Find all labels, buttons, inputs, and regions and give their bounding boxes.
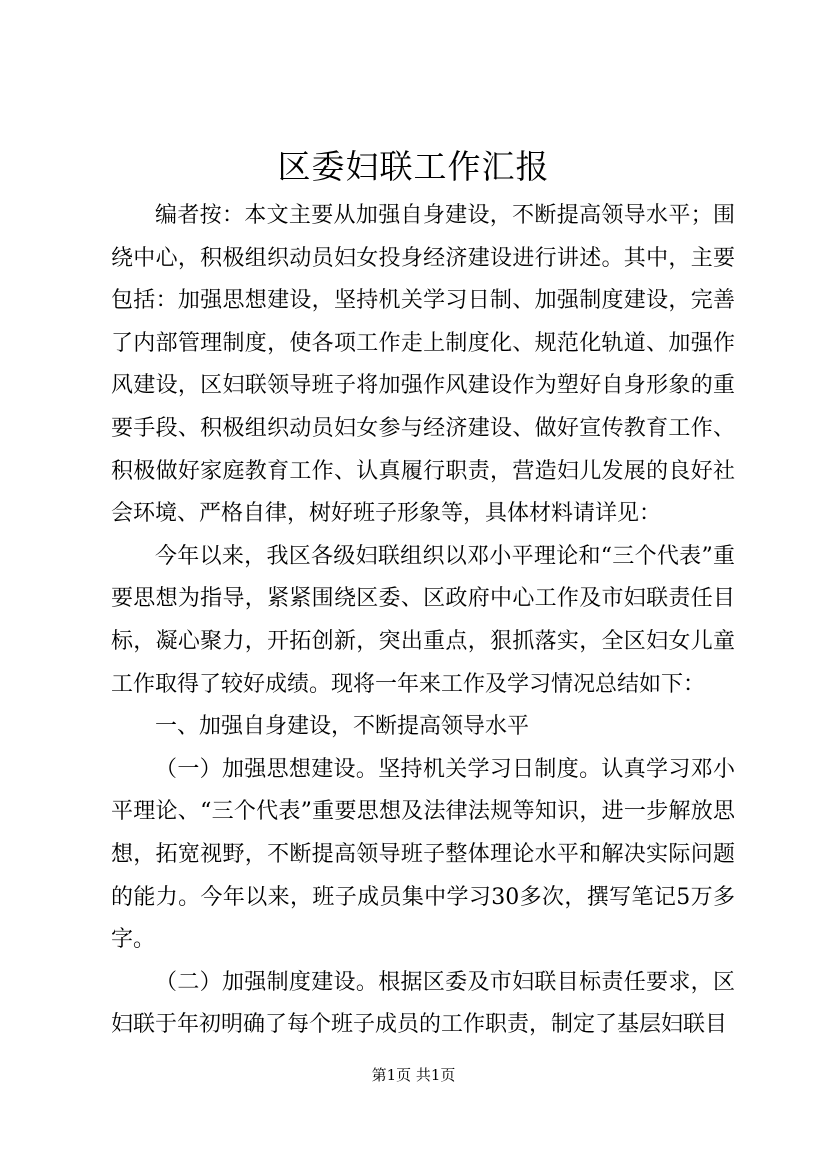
- page-number-footer: 第1页 共1页: [371, 1066, 456, 1084]
- document-body: [111, 195, 735, 1047]
- subsection-paragraph-2: （二）加强制度建设。根据区委及市妇联目标责任要求，区妇联于年初明确了每个班子成员的工作职责，制定了基层妇联目: [111, 969, 735, 1038]
- subsection-paragraph-1: （一）加强思想建设。坚持机关学习日制度。认真学习邓小平理论、“三个代表”重要思想及法律法规等知识，进一步解放思想，拓宽视野，不断提高领导班子整体理论水平和解决实际问题的能力。今年以来，班子成员集中学习30多次，撰写笔记5万多字。: [111, 756, 735, 953]
- intro-paragraph: 今年以来，我区各级妇联组织以邓小平理论和“三个代表”重要思想为指导，紧紧围绕区委、区政府中心工作及市妇联责任目标，凝心聚力，开拓创新，突出重点，狠抓落实，全区妇女儿童工作取得了较好成绩。现将一年来工作及学习情况总结如下：: [111, 543, 735, 697]
- document-title: 区委妇联工作汇报: [277, 147, 550, 186]
- editor-note-paragraph: 编者按：本文主要从加强自身建设，不断提高领导水平；围绕中心，积极组织动员妇女投身经济建设进行讲述。其中，主要包括：加强思想建设，坚持机关学习日制、加强制度建设，完善了内部管理制度，使各项工作走上制度化、规范化轨道、加强作风建设，区妇联领导班子将加强作风建设作为塑好自身形象的重要手段、积极组织动员妇女参与经济建设、做好宣传教育工作、积极做好家庭教育工作、认真履行职责，营造妇儿发展的良好社会环境、严格自律，树好班子形象等，具体材料请详见：: [111, 203, 735, 527]
- section-heading-1: 一、加强自身建设，不断提高领导水平: [155, 714, 530, 740]
